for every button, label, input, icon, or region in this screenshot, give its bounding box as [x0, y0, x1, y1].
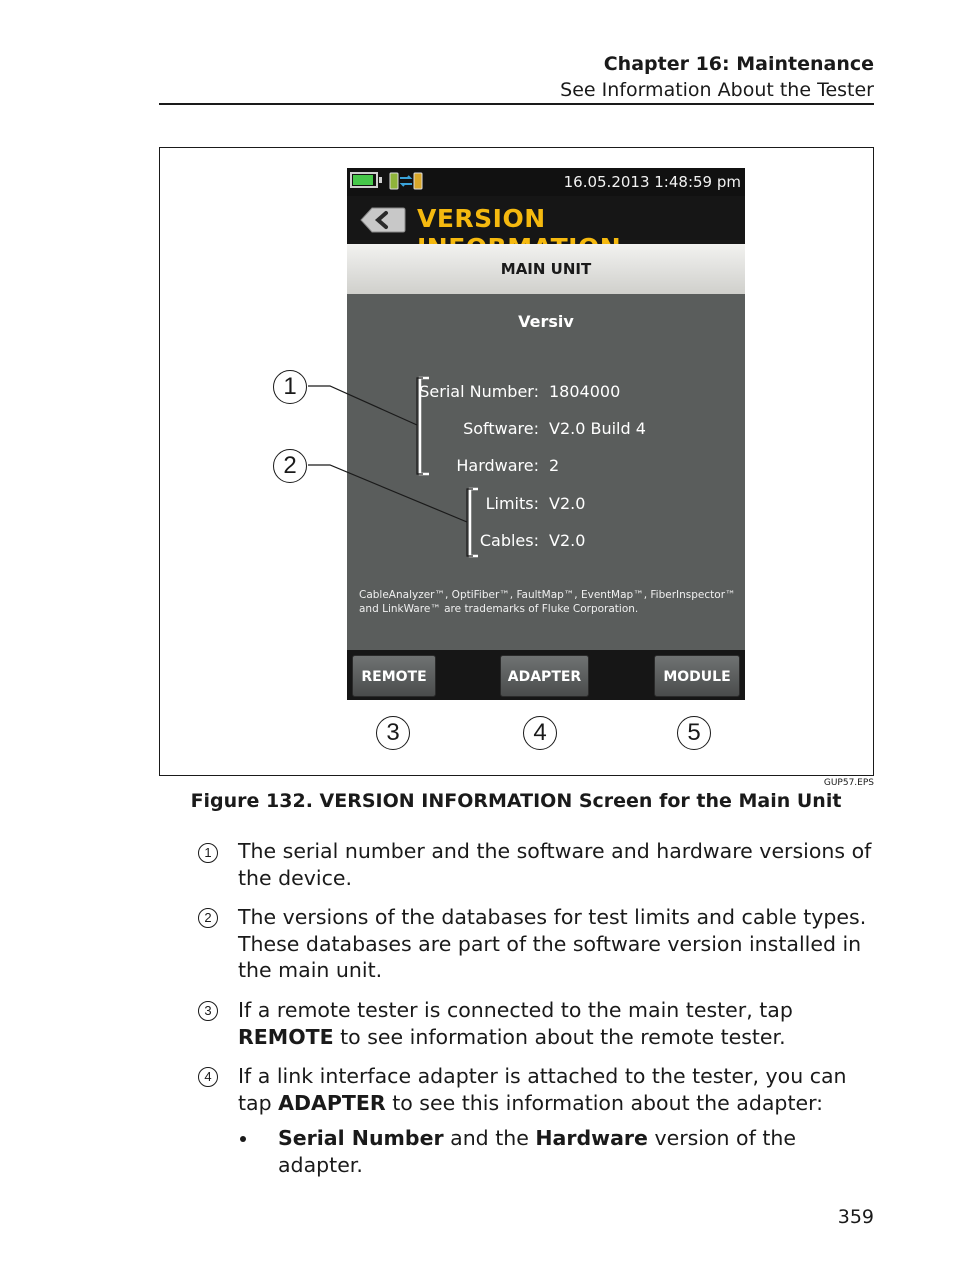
bullet-serial-term: Serial Number [278, 1126, 444, 1150]
page-number: 359 [837, 1206, 874, 1228]
callout-5: 5 [677, 716, 711, 750]
row-value: 2 [549, 456, 560, 475]
status-bar [347, 168, 745, 196]
row-label: Cables: [479, 531, 539, 550]
item-number-1: 1 [198, 843, 218, 863]
version-content [347, 294, 745, 650]
figure-caption: Figure 132. VERSION INFORMATION Screen for the Main Unit [190, 790, 842, 812]
item-4-adapter-term: ADAPTER [278, 1090, 386, 1115]
item-3-text-after: to see information about the remote tester. [333, 1024, 786, 1049]
bullet-text [278, 1125, 878, 1178]
title-bar [347, 196, 745, 244]
callout-2: 2 [273, 449, 307, 483]
row-value: V2.0 Build 4 [549, 419, 646, 438]
link-status-icon [389, 171, 423, 191]
item-number-4: 4 [198, 1067, 218, 1087]
tab-label: MAIN UNIT [500, 260, 592, 278]
item-2-text: The versions of the databases for test limits and cable types. These databases are part of the software version installed in the main unit. [238, 905, 867, 982]
row-label: Serial Number: [419, 382, 539, 401]
item-4-text-before: If a link interface adapter is attached to the tester, you can tap [238, 1064, 847, 1115]
item-number-3: 3 [198, 1001, 218, 1021]
device-name: Versiv [518, 312, 574, 331]
callout-1: 1 [273, 370, 307, 404]
back-arrow-icon[interactable] [360, 207, 406, 233]
battery-icon [350, 172, 378, 188]
item-3-text-before: If a remote tester is connected to the main tester, tap [238, 998, 793, 1022]
item-1-text: The serial number and the software and hardware versions of the device. [238, 839, 872, 890]
figure-file-label: GUP57.EPS [823, 778, 874, 788]
bullet-icon [238, 1134, 248, 1144]
tab-main-unit[interactable] [347, 244, 745, 294]
header-section: See Information About the Tester [560, 79, 874, 101]
trademark-notice: CableAnalyzer™, OptiFiber™, FaultMap™, EventMap™, FiberInspector™ and LinkWare™ are trademarks of Fluke Corporation. [359, 589, 736, 615]
battery-tip [379, 177, 382, 183]
item-3-text [238, 997, 878, 1050]
callout-3: 3 [376, 716, 410, 750]
item-4-text [238, 1063, 878, 1116]
header-rule [159, 103, 874, 105]
remote-button[interactable]: REMOTE [352, 655, 436, 697]
bullet-mid: and the [443, 1126, 536, 1150]
row-label: Limits: [485, 494, 539, 513]
adapter-button[interactable]: ADAPTER [500, 655, 589, 697]
softkey-bar [347, 650, 745, 700]
item-3-remote-term: REMOTE [238, 1024, 334, 1049]
row-value: 1804000 [549, 382, 621, 401]
row-label: Software: [463, 419, 539, 438]
datetime: 16.05.2013 1:48:59 pm [563, 173, 741, 191]
item-number-2: 2 [198, 908, 218, 928]
header-chapter: Chapter 16: Maintenance [603, 53, 874, 75]
row-value: V2.0 [549, 494, 586, 513]
tester-screen [347, 168, 745, 700]
row-value: V2.0 [549, 531, 586, 550]
battery-level [353, 175, 373, 185]
callout-4: 4 [523, 716, 557, 750]
module-button[interactable]: MODULE [654, 655, 740, 697]
bullet-hardware-term: Hardware [535, 1126, 648, 1150]
item-4-text-after: to see this information about the adapter: [385, 1090, 824, 1115]
row-label: Hardware: [456, 456, 539, 475]
bullet-end: version of the adapter. [278, 1126, 796, 1177]
screen-title: VERSION [417, 204, 546, 233]
